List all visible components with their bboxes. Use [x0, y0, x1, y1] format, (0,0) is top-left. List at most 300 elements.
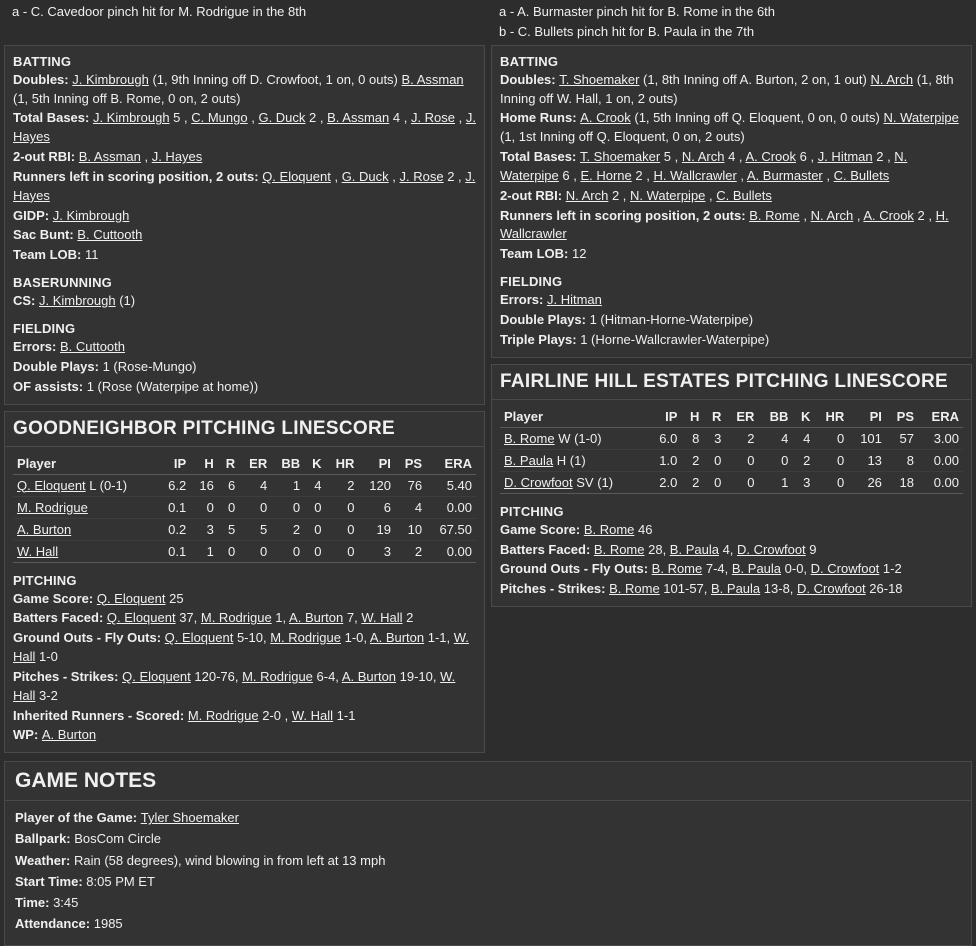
stat-cell: 0: [239, 496, 271, 518]
stat-cell: 6.2: [158, 474, 190, 496]
stat-text: (1, 9th Inning off D. Crowfoot, 1 on, 0 outs): [148, 71, 402, 87]
player-link[interactable]: A. Burton: [369, 630, 425, 646]
stat-cell: 2: [326, 474, 359, 496]
right-footnotes: [491, 0, 972, 45]
player-link[interactable]: B. Paula: [731, 561, 782, 577]
stat-cell: 16: [190, 474, 218, 496]
stat-label: Total Bases:: [13, 110, 93, 126]
player-link[interactable]: N. Waterpipe: [500, 149, 908, 183]
stat-text: 26-18: [865, 581, 903, 597]
game-notes-panel: [4, 800, 972, 946]
stat-cell: 2: [395, 540, 426, 562]
stat-line: [500, 331, 963, 350]
player-link[interactable]: A. Crook: [745, 149, 797, 165]
stat-text: (1, 5th Inning off Q. Eloquent, 0 on, 0 outs): [630, 110, 884, 126]
stat-label: Pitches - Strikes:: [500, 581, 610, 597]
stat-text: 4 ,: [724, 149, 746, 165]
player-link[interactable]: J. Kimbrough: [52, 207, 130, 223]
player-link[interactable]: N. Arch: [681, 149, 725, 165]
stat-cell: 0: [725, 471, 758, 493]
player-link[interactable]: B. Rome: [583, 521, 635, 537]
player-link[interactable]: M. Rodrigue: [242, 668, 313, 684]
stat-text: BosCom Circle: [74, 831, 161, 847]
player-link[interactable]: D. Crowfoot: [797, 581, 866, 597]
stat-text: 4,: [718, 541, 738, 557]
right-column: [491, 45, 972, 754]
stat-label: Team LOB:: [13, 247, 85, 263]
stat-text: 1-0,: [341, 630, 370, 646]
stat-cell: 0: [814, 449, 848, 471]
table-row: [500, 449, 963, 471]
stat-text: ,: [799, 207, 811, 223]
stat-cell: 8: [681, 427, 703, 449]
stat-line: [13, 148, 476, 167]
stat-label: Player of the Game:: [15, 810, 141, 826]
stat-text: ,: [705, 187, 717, 203]
baserunning-heading-left: BASERUNNING: [13, 275, 112, 291]
stat-line: [13, 358, 476, 377]
stat-cell: 5: [239, 518, 271, 540]
stat-cell: 0: [814, 427, 848, 449]
stat-line: [13, 109, 476, 147]
decision-text: L (0-1): [85, 477, 128, 493]
player-link[interactable]: D. Crowfoot: [504, 474, 573, 490]
fairline-linescore-panel: [491, 399, 972, 607]
stat-line: [13, 378, 476, 397]
stat-text: 7-4,: [702, 561, 732, 577]
stat-label: Double Plays:: [500, 311, 590, 327]
stat-text: 19-10,: [396, 668, 441, 684]
stat-line: [13, 338, 476, 357]
goodneighbor-linescore-panel: [4, 446, 485, 754]
stat-cell: 57: [886, 427, 918, 449]
stat-cell: 0: [703, 471, 725, 493]
stat-cell: 0: [326, 540, 359, 562]
stat-cell: 2: [792, 449, 814, 471]
player-link[interactable]: A. Burton: [289, 610, 344, 626]
stat-cell: 0: [304, 496, 325, 518]
stat-text: ,: [822, 167, 834, 183]
fielding-heading-left: FIELDING: [13, 320, 76, 336]
stat-label: Game Score:: [500, 521, 584, 537]
stat-text: 9: [805, 541, 817, 557]
stat-label: GIDP:: [13, 207, 53, 223]
stat-cell: 0: [218, 496, 239, 518]
column-header: ER: [239, 453, 271, 475]
stat-line: [15, 872, 961, 892]
game-notes-rows: [15, 808, 961, 934]
stat-text: 6-4,: [312, 668, 342, 684]
stat-cell: 0: [304, 540, 325, 562]
player-link[interactable]: B. Paula: [504, 452, 554, 468]
stat-text: ,: [853, 207, 864, 223]
player-link[interactable]: B. Assman: [327, 110, 390, 126]
stat-text: 1 (Hitman-Horne-Waterpipe): [589, 311, 754, 327]
stat-cell: 4: [304, 474, 325, 496]
player-link[interactable]: D. Crowfoot: [737, 541, 806, 557]
stat-label: Team LOB:: [500, 246, 572, 262]
stat-label: Pitches - Strikes:: [13, 668, 123, 684]
stat-text: 3:45: [53, 894, 79, 910]
player-link[interactable]: B. Assman: [78, 149, 141, 165]
stat-text: 2-0 ,: [258, 707, 292, 723]
stat-cell: 1: [758, 471, 792, 493]
stat-line: [500, 71, 963, 109]
left-column: [4, 45, 485, 754]
pitching-heading-left: PITCHING: [13, 572, 77, 588]
stat-cell: 19: [358, 518, 395, 540]
stat-text: 2 ,: [872, 149, 895, 165]
stat-cell: 6: [358, 496, 395, 518]
stat-line: [500, 560, 963, 579]
stat-text: 5 ,: [660, 149, 682, 165]
stat-label: OF assists:: [13, 378, 87, 394]
stat-line: [500, 521, 963, 540]
stat-label: Doubles:: [13, 71, 73, 87]
player-link[interactable]: A. Burton: [41, 727, 97, 743]
stat-text: 1 (Horne-Wallcrawler-Waterpipe): [580, 331, 770, 347]
player-link[interactable]: N. Arch: [810, 207, 854, 223]
stat-line: [13, 71, 476, 109]
stat-line: [13, 207, 476, 226]
stat-cell: 67.50: [426, 518, 476, 540]
footnote-line: a - C. Cavedoor pinch hit for M. Rodrigue in the 8th: [12, 4, 307, 19]
stat-line: [15, 893, 961, 913]
stat-text: 2 ,: [913, 207, 936, 223]
stat-line: [500, 187, 963, 206]
column-header: Player: [500, 406, 648, 428]
column-header: IP: [158, 453, 190, 475]
stat-cell: 5: [218, 518, 239, 540]
player-link[interactable]: J. Rose: [410, 110, 456, 126]
stat-text: (1, 8th Inning off W. Hall, 1 on, 2 outs): [500, 71, 954, 106]
stat-cell: 5.40: [426, 474, 476, 496]
pitcher-cell: [13, 518, 158, 540]
stat-text: 2: [402, 610, 414, 626]
stat-label: Inherited Runners - Scored:: [13, 707, 188, 723]
stat-line: [500, 207, 963, 245]
player-link[interactable]: N. Arch: [565, 187, 609, 203]
stat-cell: 0: [190, 496, 218, 518]
player-link[interactable]: Tyler Shoemaker: [140, 810, 239, 826]
stat-text: 8:05 PM ET: [86, 873, 155, 889]
stat-line: [13, 668, 476, 706]
stat-cell: 0: [218, 540, 239, 562]
table-row: [13, 496, 476, 518]
player-link[interactable]: W. Hall: [291, 707, 334, 723]
baserunning-rows-left: [13, 292, 476, 311]
stat-cell: 2: [725, 427, 758, 449]
stat-cell: 1.0: [648, 449, 681, 471]
player-link[interactable]: H. Wallcrawler: [500, 207, 949, 242]
player-link[interactable]: N. Arch: [870, 71, 914, 87]
player-link[interactable]: G. Duck: [258, 110, 306, 126]
player-link[interactable]: M. Rodrigue: [187, 707, 259, 723]
stat-text: 46: [634, 521, 653, 537]
stat-text: 28,: [644, 541, 670, 557]
stat-cell: 10: [395, 518, 426, 540]
fairline-linescore-title: FAIRLINE HILL ESTATES PITCHING LINESCORE: [491, 364, 972, 399]
player-link[interactable]: M. Rodrigue: [270, 630, 341, 646]
player-link[interactable]: G. Duck: [341, 168, 389, 184]
stat-text: ,: [247, 110, 259, 126]
fielding-rows-left: [13, 338, 476, 397]
stat-text: (1): [115, 293, 136, 309]
column-header: PS: [886, 406, 918, 428]
stat-text: ,: [330, 168, 342, 184]
player-link[interactable]: W. Hall: [17, 543, 59, 559]
player-link[interactable]: J. Kimbrough: [39, 293, 116, 309]
stat-cell: 0: [703, 449, 725, 471]
stat-text: 2 ,: [443, 168, 466, 184]
player-link[interactable]: Q. Eloquent: [96, 590, 166, 606]
batting-heading-left: BATTING: [13, 53, 72, 69]
player-link[interactable]: J. Hayes: [13, 168, 476, 203]
fielding-rows-right: [500, 291, 963, 350]
stat-line: [15, 914, 961, 934]
stat-cell: 3.00: [918, 427, 963, 449]
player-link[interactable]: Q. Eloquent: [164, 630, 234, 646]
player-link[interactable]: A. Burton: [341, 668, 397, 684]
stat-text: ,: [140, 149, 152, 165]
player-link[interactable]: B. Paula: [711, 581, 761, 597]
stat-cell: 6.0: [648, 427, 681, 449]
stat-cell: 2: [681, 449, 703, 471]
player-link[interactable]: B. Cuttooth: [59, 338, 126, 354]
fairline-pitching-table: [500, 406, 963, 494]
player-link[interactable]: T. Shoemaker: [559, 71, 640, 87]
player-link[interactable]: C. Bullets: [716, 187, 772, 203]
player-link[interactable]: W. Hall: [361, 610, 403, 626]
stat-text: 2 ,: [631, 167, 654, 183]
player-link[interactable]: J. Hayes: [13, 110, 476, 145]
stat-text: Rain (58 degrees), wind blowing in from left at 13 mph: [74, 852, 386, 868]
stat-line: [15, 829, 961, 849]
stat-text: 2 ,: [305, 110, 328, 126]
player-link[interactable]: M. Rodrigue: [200, 610, 272, 626]
decision-text: SV (1): [572, 474, 614, 490]
player-link[interactable]: W. Hall: [13, 630, 469, 665]
player-link[interactable]: T. Shoemaker: [579, 149, 661, 165]
column-header: IP: [648, 406, 681, 428]
footnote-line: a - A. Burmaster pinch hit for B. Rome in the 6th: [499, 4, 776, 19]
stat-label: CS:: [13, 293, 39, 309]
table-row: [13, 474, 476, 496]
stat-text: 101-57,: [659, 581, 712, 597]
stat-cell: 101: [848, 427, 886, 449]
player-link[interactable]: H. Wallcrawler: [653, 167, 737, 183]
player-link[interactable]: W. Hall: [13, 668, 456, 703]
pitcher-cell: [500, 471, 648, 493]
stat-text: 1-0: [35, 649, 58, 665]
stat-text: ,: [736, 167, 747, 183]
stat-cell: 1: [190, 540, 218, 562]
goodneighbor-linescore-title: GOODNEIGHBOR PITCHING LINESCORE: [4, 411, 485, 446]
stat-text: 1-1: [333, 707, 356, 723]
stat-cell: 26: [848, 471, 886, 493]
stat-label: Attendance:: [15, 915, 94, 931]
stat-label: Ground Outs - Fly Outs:: [13, 630, 165, 646]
player-link[interactable]: A. Crook: [863, 207, 914, 223]
batting-rows-right: [500, 71, 963, 264]
stat-text: 1-2: [879, 561, 902, 577]
footnote-list-left: [4, 0, 485, 25]
player-link[interactable]: Q. Eloquent: [106, 610, 176, 626]
column-header: HR: [814, 406, 848, 428]
stat-line: [13, 226, 476, 245]
stat-label: Home Runs:: [500, 110, 581, 126]
stat-text: ,: [388, 168, 400, 184]
stat-cell: 0: [271, 540, 304, 562]
stat-cell: 4: [792, 427, 814, 449]
player-link[interactable]: B. Paula: [669, 541, 719, 557]
footnote-list-right: [491, 0, 972, 45]
player-link[interactable]: C. Mungo: [191, 110, 248, 126]
stat-label: WP:: [13, 727, 42, 743]
stat-text: 1,: [271, 610, 290, 626]
stat-text: (1, 8th Inning off A. Burton, 2 on, 1 out): [639, 71, 871, 87]
player-link[interactable]: B. Rome: [651, 561, 703, 577]
decision-text: W (1-0): [554, 430, 602, 446]
batting-heading-right: BATTING: [500, 53, 559, 69]
player-link[interactable]: J. Kimbrough: [92, 110, 170, 126]
player-link[interactable]: M. Rodrigue: [17, 499, 88, 515]
stat-cell: 0: [725, 449, 758, 471]
stat-line: [13, 609, 476, 628]
stat-cell: 3: [792, 471, 814, 493]
player-link[interactable]: B. Rome: [749, 207, 800, 223]
player-link[interactable]: Q. Eloquent: [262, 168, 331, 184]
stat-cell: 4: [239, 474, 271, 496]
table-row: [500, 471, 963, 493]
stat-line: [13, 168, 476, 206]
stat-label: Start Time:: [15, 873, 87, 889]
player-link[interactable]: E. Horne: [580, 167, 632, 183]
player-link[interactable]: N. Waterpipe: [883, 110, 959, 126]
player-link[interactable]: B. Assman: [401, 71, 464, 87]
stat-cell: 0.00: [918, 471, 963, 493]
stat-cell: 1: [271, 474, 304, 496]
stat-text: 120-76,: [190, 668, 243, 684]
pitching-heading-right: PITCHING: [500, 503, 564, 519]
player-link[interactable]: B. Rome: [593, 541, 645, 557]
stat-label: Triple Plays:: [500, 331, 581, 347]
stat-line: [500, 580, 963, 599]
player-link[interactable]: N. Waterpipe: [630, 187, 706, 203]
stat-cell: 0: [326, 518, 359, 540]
stat-cell: 0.00: [426, 540, 476, 562]
column-header: H: [681, 406, 703, 428]
stat-text: 4 ,: [389, 110, 411, 126]
stat-line: [500, 291, 963, 310]
player-link[interactable]: D. Crowfoot: [810, 561, 880, 577]
player-link[interactable]: Q. Eloquent: [122, 668, 191, 684]
stat-text: (1, 5th Inning off B. Rome, 0 on, 2 outs): [13, 90, 241, 106]
pitching-rows-left: [13, 590, 476, 746]
stat-label: Double Plays:: [13, 358, 103, 374]
left-footnotes: [4, 0, 485, 45]
stat-label: Time:: [15, 894, 54, 910]
stat-line: [13, 726, 476, 745]
stat-cell: 0: [326, 496, 359, 518]
column-header: BB: [758, 406, 792, 428]
player-link[interactable]: B. Rome: [609, 581, 660, 597]
column-header: R: [703, 406, 725, 428]
player-link[interactable]: A. Crook: [580, 110, 631, 126]
pitcher-cell: [500, 427, 648, 449]
player-link[interactable]: A. Burton: [17, 521, 72, 537]
stat-cell: 0.2: [158, 518, 190, 540]
stat-line: [500, 148, 963, 186]
player-link[interactable]: J. Hitman: [817, 149, 873, 165]
goodneighbor-pitching-table: [13, 453, 476, 563]
player-link[interactable]: Q. Eloquent: [17, 477, 86, 493]
stat-text: 1 (Rose (Waterpipe at home)): [86, 378, 259, 394]
column-header: ER: [725, 406, 758, 428]
stat-line: [13, 629, 476, 667]
table-row: [13, 518, 476, 540]
box-score-details: [0, 45, 976, 754]
player-link[interactable]: J. Hayes: [151, 149, 203, 165]
stat-label: Errors:: [13, 338, 60, 354]
stat-label: Weather:: [15, 852, 74, 868]
player-link[interactable]: J. Kimbrough: [72, 71, 149, 87]
stat-cell: 0: [239, 540, 271, 562]
stat-cell: 0: [304, 518, 325, 540]
player-link[interactable]: A. Burmaster: [746, 167, 823, 183]
stat-text: 2 ,: [608, 187, 631, 203]
fairline-details-panel: [491, 45, 972, 358]
player-link[interactable]: C. Bullets: [833, 167, 890, 183]
stat-cell: 2.0: [648, 471, 681, 493]
stat-cell: 2: [681, 471, 703, 493]
stat-cell: 4: [758, 427, 792, 449]
stat-text: 12: [572, 246, 587, 262]
stat-cell: 0: [758, 449, 792, 471]
player-link[interactable]: J. Hitman: [546, 292, 602, 308]
stat-text: 7,: [343, 610, 362, 626]
stat-line: [13, 292, 476, 311]
stat-cell: 3: [703, 427, 725, 449]
stat-text: 37,: [175, 610, 201, 626]
pitcher-cell: [500, 449, 648, 471]
stat-text: (1, 1st Inning off Q. Eloquent, 0 on, 2 outs): [500, 129, 745, 145]
column-header: ERA: [426, 453, 476, 475]
column-header: BB: [271, 453, 304, 475]
stat-line: [500, 245, 963, 264]
stat-cell: 120: [358, 474, 395, 496]
stat-cell: 0.00: [426, 496, 476, 518]
stat-cell: 18: [886, 471, 918, 493]
stat-text: 1985: [93, 915, 123, 931]
player-link[interactable]: B. Rome: [504, 430, 555, 446]
stat-cell: 2: [271, 518, 304, 540]
footnotes-row: [0, 0, 976, 45]
table-row: [13, 540, 476, 562]
player-link[interactable]: J. Rose: [399, 168, 444, 184]
pitcher-cell: [13, 540, 158, 562]
stat-cell: 0.1: [158, 540, 190, 562]
stat-line: [13, 246, 476, 265]
stat-cell: 3: [358, 540, 395, 562]
stat-cell: 0.1: [158, 496, 190, 518]
player-link[interactable]: B. Cuttooth: [77, 227, 143, 243]
stat-line: [500, 311, 963, 330]
stat-label: Batters Faced:: [500, 541, 594, 557]
stat-cell: 0.00: [918, 449, 963, 471]
column-header: H: [190, 453, 218, 475]
stat-label: 2-out RBI:: [500, 187, 566, 203]
